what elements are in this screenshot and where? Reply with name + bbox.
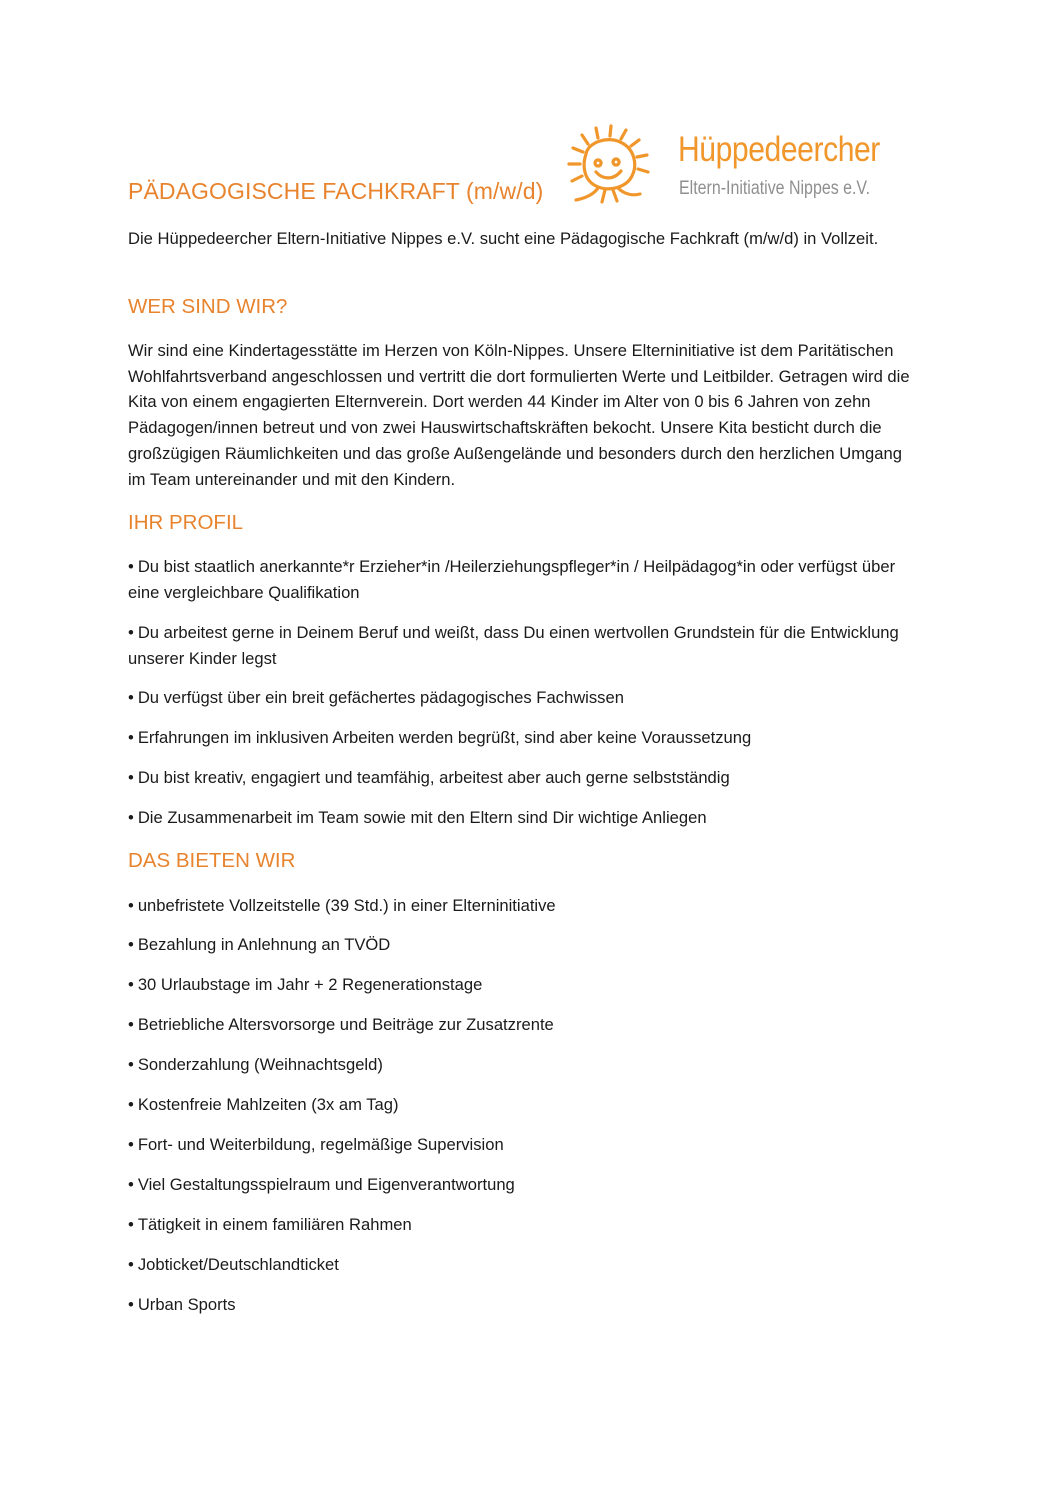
bullet: • (128, 975, 134, 994)
page-title: PÄDAGOGISCHE FACHKRAFT (m/w/d) (128, 178, 544, 204)
logo-subtitle: Eltern-Initiative Nippes e.V. (679, 178, 871, 199)
list-item (128, 1052, 918, 1078)
list-item-text: Viel Gestaltungsspielraum und Eigenverantwortung (137, 1175, 515, 1194)
bullet: • (128, 623, 134, 642)
bullet: • (128, 1175, 134, 1194)
list-item-text: Fort- und Weiterbildung, regelmäßige Supervision (137, 1135, 504, 1154)
list-item (128, 1292, 918, 1318)
list-item (128, 765, 918, 791)
section-heading-profile: IHR PROFIL (128, 511, 244, 534)
logo-brand-name: Hüppedeercher (678, 130, 880, 169)
bullet: • (128, 557, 134, 576)
bullet: • (128, 1015, 134, 1034)
list-item-text: Kostenfreie Mahlzeiten (3x am Tag) (137, 1095, 399, 1114)
list-item (128, 554, 918, 605)
bullet: • (128, 688, 134, 707)
list-item-text: Du arbeitest gerne in Deinem Beruf und weißt, dass Du einen wertvollen Grundstein für die Entwicklung unserer Kinder legst (128, 623, 899, 668)
list-item (128, 1092, 918, 1118)
list-item (128, 620, 918, 671)
list-item-text: Du bist staatlich anerkannte*r Erzieher*in /Heilerziehungspfleger*in / Heilpädagog*in oder verfügst über eine vergleichbare Qualifikation (128, 557, 896, 602)
bullet: • (128, 1255, 134, 1274)
bullet: • (128, 896, 134, 915)
bullet: • (128, 1055, 134, 1074)
list-item-text: Du bist kreativ, engagiert und teamfähig, arbeitest aber auch gerne selbstständig (137, 768, 730, 787)
list-item-text: Bezahlung in Anlehnung an TVÖD (137, 935, 391, 954)
list-item (128, 893, 918, 919)
list-item-text: Die Zusammenarbeit im Team sowie mit den Eltern sind Dir wichtige Anliegen (137, 808, 707, 827)
list-item (128, 1172, 918, 1198)
bullet: • (128, 808, 134, 827)
about-paragraph: Wir sind eine Kindertagesstätte im Herzen von Köln-Nippes. Unsere Elterninitiative ist dem Paritätischen Wohlfahrtsverband angeschlossen und vertritt die dort formulierten Werte und Leitbilder. Getragen wird die Kita von einem engagierten Elternverein. Dort werden 44 Kinder im Alter von 0 bis 6 Jahren von zehn Pädagogen/innen betreut und von zwei Hauswirtschaftskräften bekocht. Unsere Kita besticht durch die großzügigen Räumlichkeiten und das große Außengelände und besonders durch den herzlichen Umgang im Team untereinander und mit den Kindern. (128, 341, 910, 489)
list-item-text: Urban Sports (137, 1295, 236, 1314)
list-item (128, 1132, 918, 1158)
list-item-text: Jobticket/Deutschlandticket (137, 1255, 339, 1274)
list-item (128, 805, 918, 831)
section-heading-offer: DAS BIETEN WIR (128, 849, 296, 872)
list-item (128, 725, 918, 751)
list-item (128, 1252, 918, 1278)
organization-logo (558, 122, 888, 212)
list-item-text: Tätigkeit in einem familiären Rahmen (137, 1215, 412, 1234)
list-item-text: unbefristete Vollzeitstelle (39 Std.) in einer Elterninitiative (137, 896, 556, 915)
intro-paragraph: Die Hüppedeercher Eltern-Initiative Nippes e.V. sucht eine Pädagogische Fachkraft (m/w/d) in Vollzeit. (128, 229, 879, 248)
bullet: • (128, 728, 134, 747)
bullet: • (128, 1135, 134, 1154)
bullet: • (128, 1095, 134, 1114)
list-item (128, 932, 918, 958)
list-item-text: Du verfügst über ein breit gefächertes pädagogisches Fachwissen (137, 688, 624, 707)
list-item (128, 1212, 918, 1238)
list-item-text: Erfahrungen im inklusiven Arbeiten werden begrüßt, sind aber keine Voraussetzung (137, 728, 752, 747)
list-item-text: Betriebliche Altersvorsorge und Beiträge zur Zusatzrente (137, 1015, 554, 1034)
list-item (128, 1012, 918, 1038)
bullet: • (128, 1295, 134, 1314)
list-item-text: Sonderzahlung (Weihnachtsgeld) (137, 1055, 383, 1074)
sun-face-logo-icon (558, 124, 662, 206)
bullet: • (128, 768, 134, 787)
list-item (128, 972, 918, 998)
bullet: • (128, 935, 134, 954)
bullet: • (128, 1215, 134, 1234)
list-item (128, 685, 918, 711)
list-item-text: 30 Urlaubstage im Jahr + 2 Regenerationstage (137, 975, 483, 994)
section-heading-about: WER SIND WIR? (128, 295, 288, 318)
